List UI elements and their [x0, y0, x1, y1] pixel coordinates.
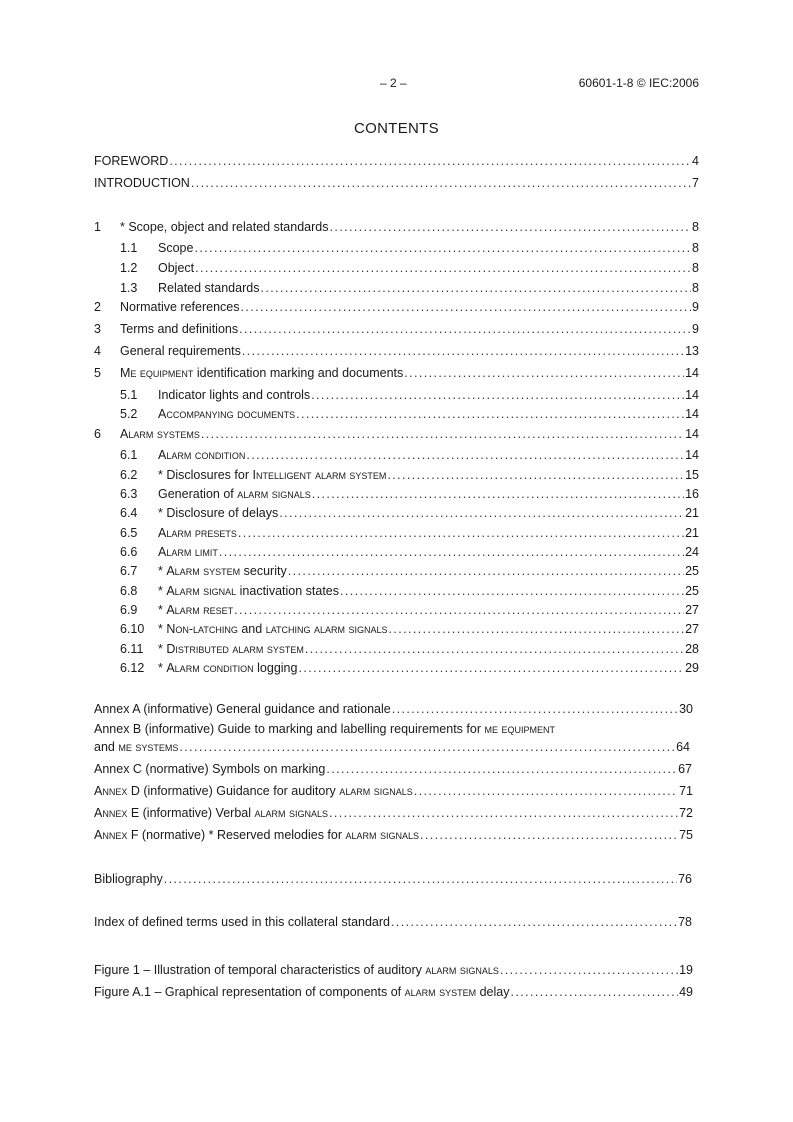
toc-entry-section-6-9[interactable]: 6.9 * Alarm reset ..... 27: [120, 600, 699, 618]
toc-entry-section-6-3[interactable]: 6.3 Generation of alarm signals ..... 16: [120, 484, 699, 502]
toc-entry-section-5-1[interactable]: 5.1 Indicator lights and controls ..... 14: [120, 385, 699, 403]
toc-entry-section-6-6[interactable]: 6.6 Alarm limit ..... 24: [120, 542, 699, 560]
toc-entry-section-3[interactable]: 3 Terms and definitions ..... 9: [94, 319, 699, 337]
toc-entry-section-6-12[interactable]: 6.12 * Alarm condition logging ..... 29: [120, 658, 699, 676]
toc-entry-section-6-7[interactable]: 6.7 * Alarm system security ..... 25: [120, 561, 699, 579]
toc-entry-annex-a[interactable]: Annex A (informative) General guidance and rationale ..... 30: [94, 699, 693, 717]
toc-entry-section-6-10[interactable]: 6.10 * Non-latching and latching alarm signals ..... 27: [120, 619, 699, 637]
toc-entry-section-1[interactable]: 1 * Scope, object and related standards ..... 8: [94, 217, 699, 235]
toc-entry-section-5[interactable]: 5 Me equipment identification marking and documents ..... 14: [94, 363, 699, 381]
toc-entry-section-6[interactable]: 6 Alarm systems ..... 14: [94, 424, 699, 442]
toc-entry-annex-d[interactable]: Annex D (informative) Guidance for auditory alarm signals ..... 71: [94, 781, 693, 799]
toc-entry-section-6-8[interactable]: 6.8 * Alarm signal inactivation states ..... 25: [120, 581, 699, 599]
document-reference: 60601-1-8 © IEC:2006: [578, 76, 699, 90]
page-number: – 2 –: [380, 76, 407, 90]
toc-entry-section-6-2[interactable]: 6.2 * Disclosures for Intelligent alarm system ..... 15: [120, 465, 699, 483]
toc-entry-annex-c[interactable]: Annex C (normative) Symbols on marking ..... 67: [94, 759, 692, 777]
toc-entry-index[interactable]: Index of defined terms used in this collateral standard ..... 78: [94, 912, 692, 930]
toc-entry-section-1-3[interactable]: 1.3 Related standards ..... 8: [120, 278, 699, 296]
toc-entry-bibliography[interactable]: Bibliography ..... 76: [94, 869, 692, 887]
toc-entry-section-2[interactable]: 2 Normative references ..... 9: [94, 297, 699, 315]
toc-entry-section-1-1[interactable]: 1.1 Scope ..... 8: [120, 238, 699, 256]
toc-entry-annex-e[interactable]: Annex E (informative) Verbal alarm signals ..... 72: [94, 803, 693, 821]
toc-entry-foreword[interactable]: FOREWORD ..... 4: [94, 151, 699, 169]
toc-entry-section-4[interactable]: 4 General requirements ..... 13: [94, 341, 699, 359]
toc-entry-annex-b-line1[interactable]: Annex B (informative) Guide to marking and labelling requirements for me equipment: [94, 722, 555, 736]
toc-entry-introduction[interactable]: INTRODUCTION ..... 7: [94, 173, 699, 191]
toc-entry-section-6-1[interactable]: 6.1 Alarm condition ..... 14: [120, 445, 699, 463]
contents-title: CONTENTS: [354, 120, 439, 137]
toc-entry-section-6-5[interactable]: 6.5 Alarm presets ..... 21: [120, 523, 699, 541]
toc-entry-annex-b[interactable]: and me systems ..... 64: [94, 737, 690, 755]
toc-entry-section-1-2[interactable]: 1.2 Object ..... 8: [120, 258, 699, 276]
toc-entry-section-6-11[interactable]: 6.11 * Distributed alarm system ..... 28: [120, 639, 699, 657]
toc-entry-figure-a1[interactable]: Figure A.1 – Graphical representation of components of alarm system delay ..... 49: [94, 982, 693, 1000]
toc-entry-annex-f[interactable]: Annex F (normative) * Reserved melodies for alarm signals ..... 75: [94, 825, 693, 843]
page-header: [0, 76, 793, 94]
toc-entry-section-5-2[interactable]: 5.2 Accompanying documents ..... 14: [120, 404, 699, 422]
toc-entry-figure-1[interactable]: Figure 1 – Illustration of temporal characteristics of auditory alarm signals ..... 19: [94, 960, 693, 978]
toc-entry-section-6-4[interactable]: 6.4 * Disclosure of delays ..... 21: [120, 503, 699, 521]
